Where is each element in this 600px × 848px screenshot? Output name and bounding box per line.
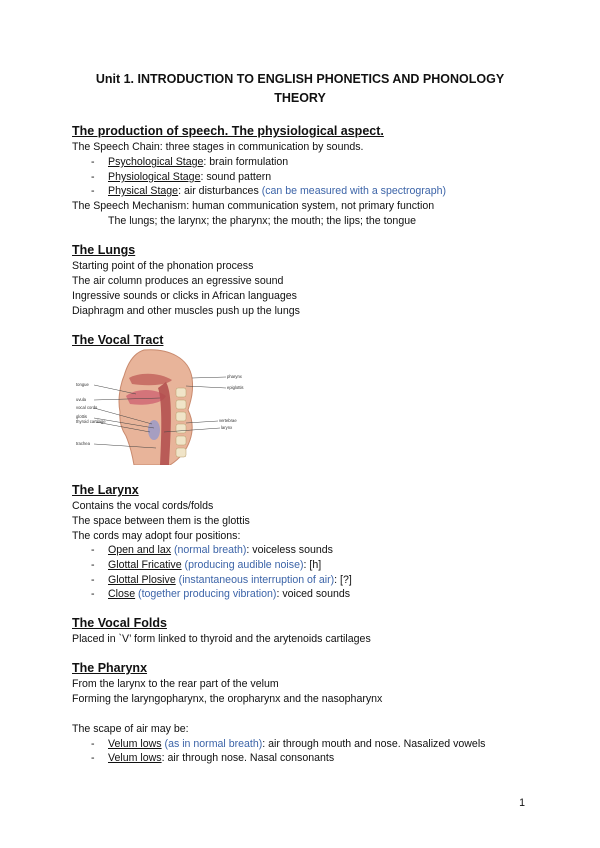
diagram-label-glottis: glottis [76,414,87,419]
speech-chain-text: The Speech Chain: three stages in communication by sounds. [72,141,364,153]
diagram-label-pharynx: pharynx [227,374,242,379]
larynx-line-2: The space between them is the glottis [72,515,250,527]
page-number: 1 [519,797,525,809]
lungs-line-2: The air column produces an egressive sound [72,275,284,287]
heading-vocal-folds: The Vocal Folds [72,616,167,630]
heading-larynx: The Larynx [72,483,139,497]
diagram-label-tongue: tongue [76,382,89,387]
diagram-label-uvula: uvula [76,397,87,402]
vocal-folds-line: Placed in `V’ form linked to thyroid and the arytenoids cartilages [72,633,371,645]
stage-term: Physical Stage [108,185,179,197]
stage-term: Physiological Stage [108,171,201,183]
lungs-line-4: Diaphragm and other muscles push up the lungs [72,305,300,317]
stage-term: Psychological Stage [108,156,204,168]
list-item-stage-2: - Physiological Stage: sound pattern [91,171,272,183]
list-item-position-4: - Close (together producing vibration): voiced sounds [91,588,351,600]
diagram-label-larynx: larynx [221,425,233,430]
diagram-label-vocal-cords: vocal cords [76,405,98,410]
list-item-stage-1: - Psychological Stage: brain formulation [91,156,289,168]
heading-vocal-tract: The Vocal Tract [72,333,164,347]
pharynx-line-1: From the larynx to the rear part of the velum [72,678,279,690]
list-item-velum-1: - Velum lows (as in normal breath): air through mouth and nose. Nasalized vowels [91,738,486,750]
pharynx-line-2: Forming the laryngopharynx, the oropharynx and the nasopharynx [72,693,383,705]
organs-text: The lungs; the larynx; the pharynx; the mouth; the lips; the tongue [108,215,416,227]
diagram-label-thyroid: thyroid cartilage [76,419,106,424]
lungs-line-1: Starting point of the phonation process [72,260,254,272]
larynx-line-3: The cords may adopt four positions: [72,530,241,542]
larynx-shape [148,420,160,440]
heading-lungs: The Lungs [72,243,136,257]
lungs-line-3: Ingressive sounds or clicks in African languages [72,290,297,302]
diagram-label-epiglottis: epiglottis [227,385,244,390]
speech-mechanism-text: The Speech Mechanism: human communication system, not primary function [72,200,435,212]
list-item-position-1: - Open and lax (normal breath): voiceless sounds [91,544,333,556]
scape-text: The scape of air may be: [72,723,189,735]
diagram-label-trachea: trachea [76,441,90,446]
vocal-tract-diagram [74,348,244,465]
list-item-position-2: - Glottal Fricative (producing audible noise): [h] [91,559,322,571]
title-line-1: Unit 1. INTRODUCTION TO ENGLISH PHONETICS AND PHONOLOGY [95,72,505,86]
stage-note: (can be measured with a spectrograph) [261,185,447,197]
list-item-stage-3: - Physical Stage: air disturbances (can be measured with a spectrograph) [91,185,447,197]
title-line-2: THEORY [274,91,326,105]
heading-production: The production of speech. The physiological aspect. [72,124,384,138]
larynx-line-1: Contains the vocal cords/folds [72,500,214,512]
list-item-velum-2: - Velum lows: air through nose. Nasal consonants [91,752,335,764]
heading-pharynx: The Pharynx [72,661,148,675]
diagram-label-vertebrae: vertebrae [219,418,237,423]
page-title [60,70,540,108]
list-item-position-3: - Glottal Plosive (instantaneous interruption of air): [?] [91,574,352,586]
